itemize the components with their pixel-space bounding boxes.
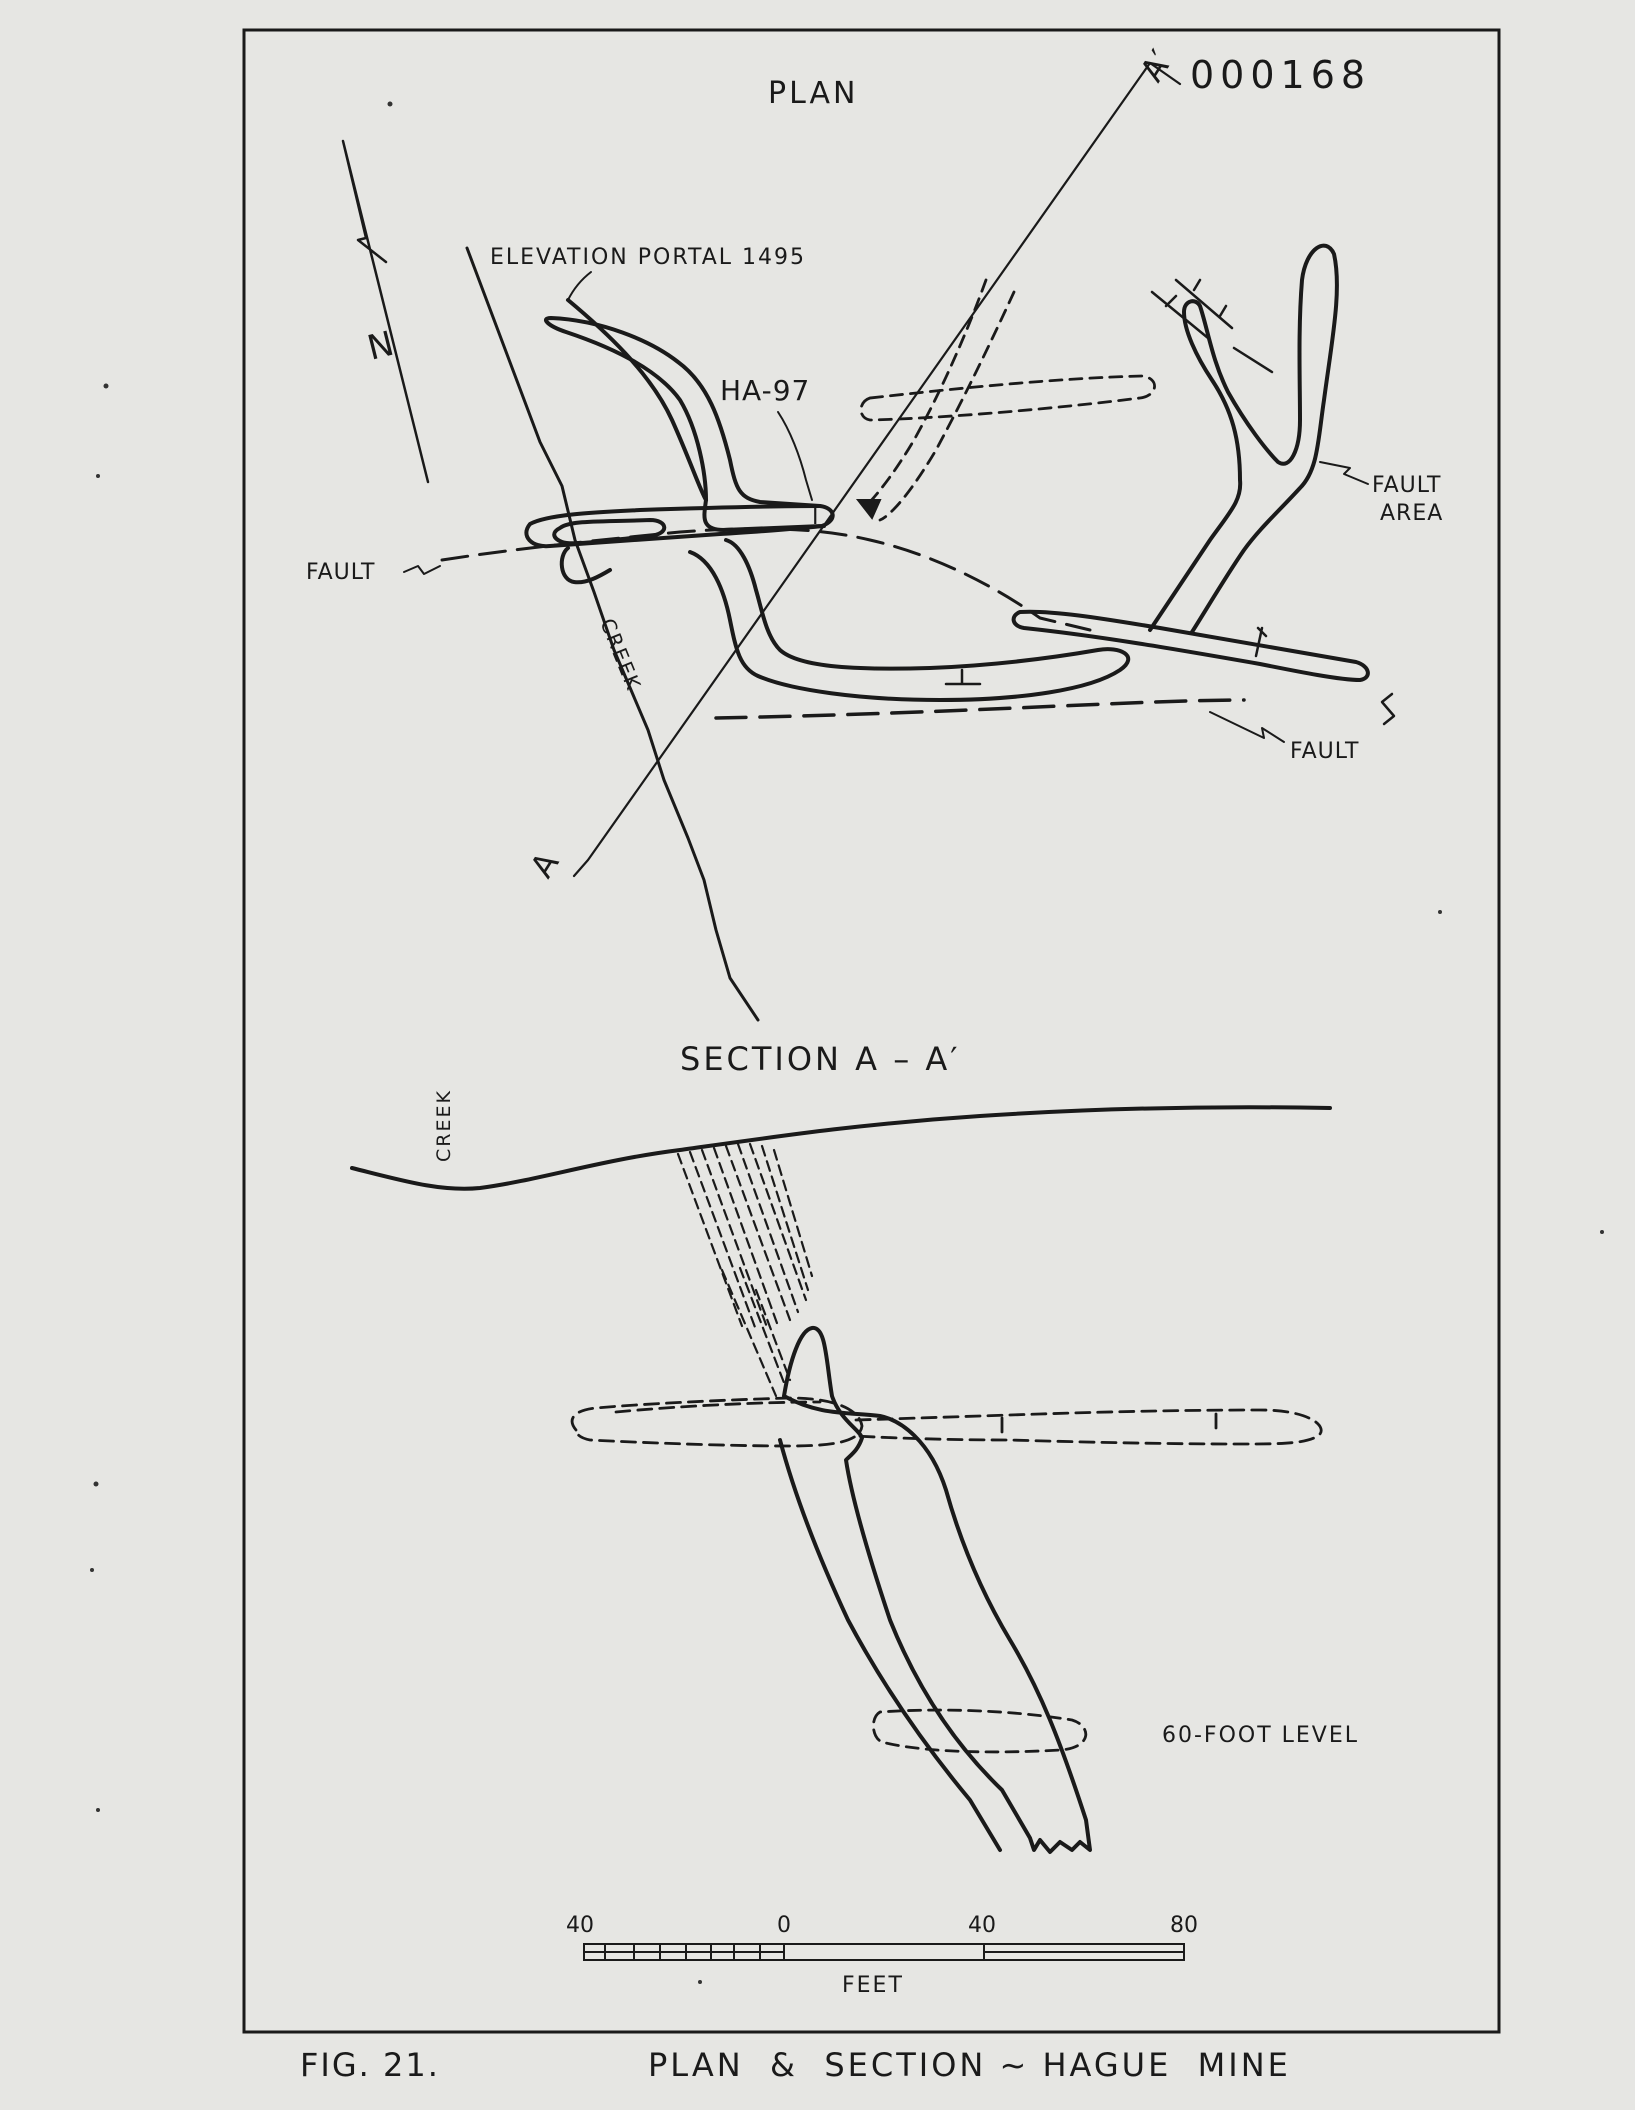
north-label: N [363, 323, 398, 369]
scale-tick-2: 40 [968, 1913, 996, 1938]
section-end-a-prime: A′ [1132, 43, 1181, 89]
portal-label: ELEVATION PORTAL 1495 [490, 245, 807, 270]
creek-label-plan: CREEK [595, 614, 647, 695]
scale-tick-0: 40 [566, 1913, 594, 1938]
section-heading: SECTION A – A′ [680, 1040, 961, 1078]
figure-number: FIG. 21. [300, 2046, 440, 2084]
sixty-foot-level-label: 60-FOOT LEVEL [1162, 1723, 1360, 1748]
scale-tick-3: 80 [1170, 1913, 1198, 1938]
fault-area-label-2: AREA [1380, 501, 1444, 526]
scale-tick-1: 0 [777, 1913, 791, 1938]
document-number: 000168 [1190, 53, 1372, 97]
fault-label-right: FAULT [1290, 739, 1360, 764]
plan-heading: PLAN [768, 76, 859, 111]
figure-title: PLAN & SECTION ~ HAGUE MINE [648, 2046, 1291, 2084]
adit-symbol-1: I [812, 505, 819, 530]
fault-area-label-1: FAULT [1372, 473, 1442, 498]
section-end-a: A [522, 845, 567, 885]
drillhole-label: HA-97 [720, 374, 811, 407]
scale-unit-label: FEET [842, 1973, 904, 1998]
fault-label-left: FAULT [306, 560, 376, 585]
creek-label-section: CREEK [433, 1089, 455, 1162]
